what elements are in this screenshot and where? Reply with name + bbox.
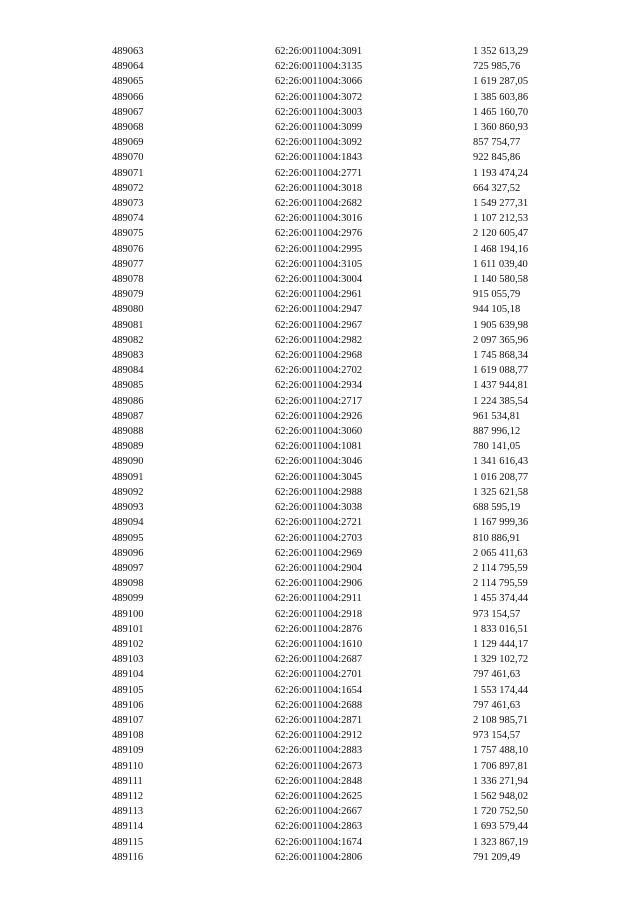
- row-number-cell: 489065: [112, 76, 144, 88]
- table-row: [112, 607, 593, 622]
- cadastral-number-cell: 62:26:0011004:2863: [275, 821, 363, 833]
- table-row: [112, 454, 593, 469]
- table-row: [112, 835, 593, 850]
- row-number-cell: 489084: [112, 365, 144, 377]
- row-number-cell: 489099: [112, 593, 144, 605]
- cadastral-value-cell: 810 886,91: [473, 532, 521, 544]
- table-row: [112, 500, 593, 515]
- cadastral-value-cell: 1 360 860,93: [473, 122, 529, 134]
- cadastral-value-cell: 1 224 385,54: [473, 395, 529, 407]
- row-number-cell: 489082: [112, 334, 144, 346]
- row-number-cell: 489110: [112, 760, 144, 772]
- table-row: [112, 302, 593, 317]
- table-row: [112, 348, 593, 363]
- table-row: [112, 120, 593, 135]
- cadastral-value-cell: 1 693 579,44: [473, 821, 529, 833]
- cadastral-number-cell: 62:26:0011004:2876: [275, 623, 363, 635]
- cadastral-number-cell: 62:26:0011004:3004: [275, 274, 363, 286]
- cadastral-number-cell: 62:26:0011004:2703: [275, 532, 363, 544]
- table-row: [112, 166, 593, 181]
- row-number-cell: 489086: [112, 395, 144, 407]
- cadastral-number-cell: 62:26:0011004:3099: [275, 122, 363, 134]
- cadastral-number-cell: 62:26:0011004:2934: [275, 380, 363, 392]
- cadastral-number-cell: 62:26:0011004:2967: [275, 319, 363, 331]
- cadastral-value-cell: 1 619 088,77: [473, 365, 529, 377]
- cadastral-number-cell: 62:26:0011004:3018: [275, 182, 363, 194]
- cadastral-number-cell: 62:26:0011004:1610: [275, 638, 363, 650]
- row-number-cell: 489093: [112, 502, 144, 514]
- cadastral-value-cell: 1 757 488,10: [473, 745, 529, 757]
- cadastral-value-cell: 2 120 605,47: [473, 228, 529, 240]
- cadastral-value-cell: 1 193 474,24: [473, 167, 529, 179]
- row-number-cell: 489078: [112, 274, 144, 286]
- row-number-cell: 489114: [112, 821, 144, 833]
- cadastral-value-cell: 1 553 174,44: [473, 684, 529, 696]
- cadastral-value-cell: 1 325 621,58: [473, 486, 529, 498]
- table-row: [112, 211, 593, 226]
- table-row: [112, 90, 593, 105]
- cadastral-value-cell: 1 562 948,02: [473, 790, 529, 802]
- cadastral-number-cell: 62:26:0011004:2912: [275, 730, 363, 742]
- cadastral-value-cell: 1 611 039,40: [473, 258, 528, 270]
- cadastral-number-cell: 62:26:0011004:3066: [275, 76, 363, 88]
- row-number-cell: 489083: [112, 350, 144, 362]
- cadastral-value-cell: 1 341 616,43: [473, 456, 529, 468]
- cadastral-value-cell: 780 141,05: [473, 441, 521, 453]
- cadastral-number-cell: 62:26:0011004:2848: [275, 775, 363, 787]
- row-number-cell: 489100: [112, 608, 144, 620]
- row-number-cell: 489102: [112, 638, 144, 650]
- cadastral-number-cell: 62:26:0011004:2947: [275, 304, 363, 316]
- table-row: [112, 591, 593, 606]
- table-row: [112, 561, 593, 576]
- cadastral-value-cell: 664 327,52: [473, 182, 521, 194]
- row-number-cell: 489074: [112, 213, 144, 225]
- cadastral-number-cell: 62:26:0011004:2926: [275, 410, 363, 422]
- row-number-cell: 489069: [112, 137, 144, 149]
- cadastral-value-cell: 922 845,86: [473, 152, 521, 164]
- table-row: [112, 515, 593, 530]
- cadastral-number-cell: 62:26:0011004:2961: [275, 289, 363, 301]
- row-number-cell: 489094: [112, 517, 144, 529]
- cadastral-number-cell: 62:26:0011004:2771: [275, 167, 363, 179]
- cadastral-number-cell: 62:26:0011004:2968: [275, 350, 363, 362]
- cadastral-number-cell: 62:26:0011004:2871: [275, 714, 363, 726]
- cadastral-value-cell: 1 437 944,81: [473, 380, 529, 392]
- table-row: [112, 150, 593, 165]
- table-row: [112, 819, 593, 834]
- cadastral-value-cell: 1 905 639,98: [473, 319, 529, 331]
- cadastral-number-cell: 62:26:0011004:2982: [275, 334, 363, 346]
- table-row: [112, 272, 593, 287]
- cadastral-number-cell: 62:26:0011004:2687: [275, 654, 363, 666]
- cadastral-value-cell: 725 985,76: [473, 61, 521, 73]
- table-row: [112, 850, 593, 865]
- cadastral-value-cell: 1 323 867,19: [473, 836, 529, 848]
- cadastral-number-cell: 62:26:0011004:3092: [275, 137, 363, 149]
- row-number-cell: 489106: [112, 699, 144, 711]
- cadastral-value-cell: 1 129 444,17: [473, 638, 529, 650]
- cadastral-value-cell: 1 465 160,70: [473, 106, 529, 118]
- cadastral-value-cell: 797 461,63: [473, 699, 521, 711]
- cadastral-number-cell: 62:26:0011004:3045: [275, 471, 363, 483]
- cadastral-value-cell: 797 461,63: [473, 669, 521, 681]
- table-row: [112, 743, 593, 758]
- cadastral-number-cell: 62:26:0011004:3003: [275, 106, 363, 118]
- row-number-cell: 489107: [112, 714, 144, 726]
- table-row: [112, 667, 593, 682]
- cadastral-value-cell: 944 105,18: [473, 304, 521, 316]
- cadastral-value-cell: 2 108 985,71: [473, 714, 529, 726]
- table-row: [112, 74, 593, 89]
- cadastral-value-cell: 1 455 374,44: [473, 593, 529, 605]
- cadastral-value-cell: 1 385 603,86: [473, 91, 529, 103]
- cadastral-number-cell: 62:26:0011004:2701: [275, 669, 363, 681]
- cadastral-number-cell: 62:26:0011004:2682: [275, 198, 363, 210]
- table-row: [112, 181, 593, 196]
- cadastral-value-cell: 1 336 271,94: [473, 775, 529, 787]
- table-row: [112, 759, 593, 774]
- table-row: [112, 683, 593, 698]
- registry-table: [112, 44, 593, 865]
- cadastral-number-cell: 62:26:0011004:1674: [275, 836, 363, 848]
- table-row: [112, 196, 593, 211]
- cadastral-number-cell: 62:26:0011004:2702: [275, 365, 363, 377]
- cadastral-number-cell: 62:26:0011004:2904: [275, 562, 363, 574]
- cadastral-number-cell: 62:26:0011004:2969: [275, 547, 363, 559]
- cadastral-number-cell: 62:26:0011004:3046: [275, 456, 363, 468]
- cadastral-value-cell: 1 619 287,05: [473, 76, 529, 88]
- table-row: [112, 257, 593, 272]
- row-number-cell: 489087: [112, 410, 144, 422]
- table-row: [112, 242, 593, 257]
- cadastral-number-cell: 62:26:0011004:3038: [275, 502, 363, 514]
- table-row: [112, 44, 593, 59]
- table-row: [112, 804, 593, 819]
- row-number-cell: 489092: [112, 486, 144, 498]
- row-number-cell: 489070: [112, 152, 144, 164]
- cadastral-number-cell: 62:26:0011004:1654: [275, 684, 363, 696]
- row-number-cell: 489116: [112, 851, 144, 863]
- cadastral-value-cell: 2 114 795,59: [473, 578, 528, 590]
- cadastral-value-cell: 1 745 868,34: [473, 350, 529, 362]
- cadastral-value-cell: 973 154,57: [473, 608, 521, 620]
- cadastral-value-cell: 688 595,19: [473, 502, 521, 514]
- row-number-cell: 489096: [112, 547, 144, 559]
- cadastral-number-cell: 62:26:0011004:2667: [275, 806, 363, 818]
- cadastral-number-cell: 62:26:0011004:2883: [275, 745, 363, 757]
- cadastral-value-cell: 973 154,57: [473, 730, 521, 742]
- row-number-cell: 489112: [112, 790, 144, 802]
- table-row: [112, 652, 593, 667]
- cadastral-number-cell: 62:26:0011004:3135: [275, 61, 363, 73]
- row-number-cell: 489098: [112, 578, 144, 590]
- row-number-cell: 489103: [112, 654, 144, 666]
- cadastral-number-cell: 62:26:0011004:3072: [275, 91, 363, 103]
- cadastral-value-cell: 2 065 411,63: [473, 547, 528, 559]
- cadastral-value-cell: 961 534,81: [473, 410, 521, 422]
- row-number-cell: 489064: [112, 61, 144, 73]
- table-row: [112, 409, 593, 424]
- cadastral-value-cell: 2 097 365,96: [473, 334, 529, 346]
- cadastral-value-cell: 1 352 613,29: [473, 46, 529, 57]
- row-number-cell: 489066: [112, 91, 144, 103]
- cadastral-value-cell: 1 468 194,16: [473, 243, 529, 255]
- cadastral-value-cell: 1 140 580,58: [473, 274, 529, 286]
- cadastral-number-cell: 62:26:0011004:3091: [275, 46, 363, 57]
- table-row: [112, 713, 593, 728]
- cadastral-number-cell: 62:26:0011004:1081: [275, 441, 363, 453]
- cadastral-number-cell: 62:26:0011004:2918: [275, 608, 363, 620]
- registry-table-body: [112, 44, 593, 865]
- table-row: [112, 105, 593, 120]
- cadastral-number-cell: 62:26:0011004:1843: [275, 152, 363, 164]
- table-row: [112, 531, 593, 546]
- table-row: [112, 59, 593, 74]
- cadastral-number-cell: 62:26:0011004:2976: [275, 228, 363, 240]
- row-number-cell: 489108: [112, 730, 144, 742]
- cadastral-number-cell: 62:26:0011004:2911: [275, 593, 362, 605]
- table-row: [112, 698, 593, 713]
- cadastral-number-cell: 62:26:0011004:2721: [275, 517, 363, 529]
- table-row: [112, 439, 593, 454]
- table-row: [112, 424, 593, 439]
- table-row: [112, 394, 593, 409]
- table-row: [112, 622, 593, 637]
- row-number-cell: 489090: [112, 456, 144, 468]
- row-number-cell: 489075: [112, 228, 144, 240]
- cadastral-value-cell: 1 107 212,53: [473, 213, 529, 225]
- row-number-cell: 489105: [112, 684, 144, 696]
- cadastral-value-cell: 887 996,12: [473, 426, 521, 438]
- table-row: [112, 774, 593, 789]
- row-number-cell: 489076: [112, 243, 144, 255]
- table-row: [112, 576, 593, 591]
- cadastral-number-cell: 62:26:0011004:3105: [275, 258, 363, 270]
- row-number-cell: 489077: [112, 258, 144, 270]
- cadastral-value-cell: 857 754,77: [473, 137, 521, 149]
- row-number-cell: 489088: [112, 426, 144, 438]
- row-number-cell: 489104: [112, 669, 144, 681]
- table-row: [112, 363, 593, 378]
- cadastral-number-cell: 62:26:0011004:2717: [275, 395, 363, 407]
- cadastral-number-cell: 62:26:0011004:3016: [275, 213, 363, 225]
- row-number-cell: 489085: [112, 380, 144, 392]
- row-number-cell: 489071: [112, 167, 144, 179]
- cadastral-value-cell: 1 329 102,72: [473, 654, 529, 666]
- row-number-cell: 489081: [112, 319, 144, 331]
- table-row: [112, 485, 593, 500]
- row-number-cell: 489068: [112, 122, 144, 134]
- row-number-cell: 489089: [112, 441, 144, 453]
- row-number-cell: 489080: [112, 304, 144, 316]
- cadastral-number-cell: 62:26:0011004:2995: [275, 243, 363, 255]
- table-row: [112, 637, 593, 652]
- cadastral-value-cell: 2 114 795,59: [473, 562, 528, 574]
- row-number-cell: 489111: [112, 775, 143, 787]
- row-number-cell: 489063: [112, 46, 144, 57]
- table-row: [112, 546, 593, 561]
- cadastral-number-cell: 62:26:0011004:3060: [275, 426, 363, 438]
- row-number-cell: 489115: [112, 836, 144, 848]
- table-row: [112, 135, 593, 150]
- cadastral-value-cell: 1 549 277,31: [473, 198, 529, 210]
- cadastral-number-cell: 62:26:0011004:2906: [275, 578, 363, 590]
- row-number-cell: 489101: [112, 623, 144, 635]
- cadastral-number-cell: 62:26:0011004:2625: [275, 790, 363, 802]
- row-number-cell: 489072: [112, 182, 144, 194]
- cadastral-value-cell: 1 706 897,81: [473, 760, 529, 772]
- cadastral-number-cell: 62:26:0011004:2988: [275, 486, 363, 498]
- row-number-cell: 489091: [112, 471, 144, 483]
- row-number-cell: 489067: [112, 106, 144, 118]
- table-row: [112, 728, 593, 743]
- cadastral-number-cell: 62:26:0011004:2688: [275, 699, 363, 711]
- cadastral-number-cell: 62:26:0011004:2673: [275, 760, 363, 772]
- cadastral-value-cell: 1 167 999,36: [473, 517, 529, 529]
- row-number-cell: 489095: [112, 532, 144, 544]
- cadastral-number-cell: 62:26:0011004:2806: [275, 851, 363, 863]
- row-number-cell: 489113: [112, 806, 144, 818]
- table-row: [112, 378, 593, 393]
- cadastral-value-cell: 1 016 208,77: [473, 471, 529, 483]
- table-row: [112, 470, 593, 485]
- table-row: [112, 789, 593, 804]
- row-number-cell: 489073: [112, 198, 144, 210]
- cadastral-value-cell: 1 833 016,51: [473, 623, 529, 635]
- row-number-cell: 489097: [112, 562, 144, 574]
- table-row: [112, 333, 593, 348]
- row-number-cell: 489079: [112, 289, 144, 301]
- cadastral-value-cell: 791 209,49: [473, 851, 521, 863]
- cadastral-value-cell: 915 055,79: [473, 289, 521, 301]
- table-row: [112, 287, 593, 302]
- row-number-cell: 489109: [112, 745, 144, 757]
- table-row: [112, 318, 593, 333]
- cadastral-value-cell: 1 720 752,50: [473, 806, 529, 818]
- table-row: [112, 226, 593, 241]
